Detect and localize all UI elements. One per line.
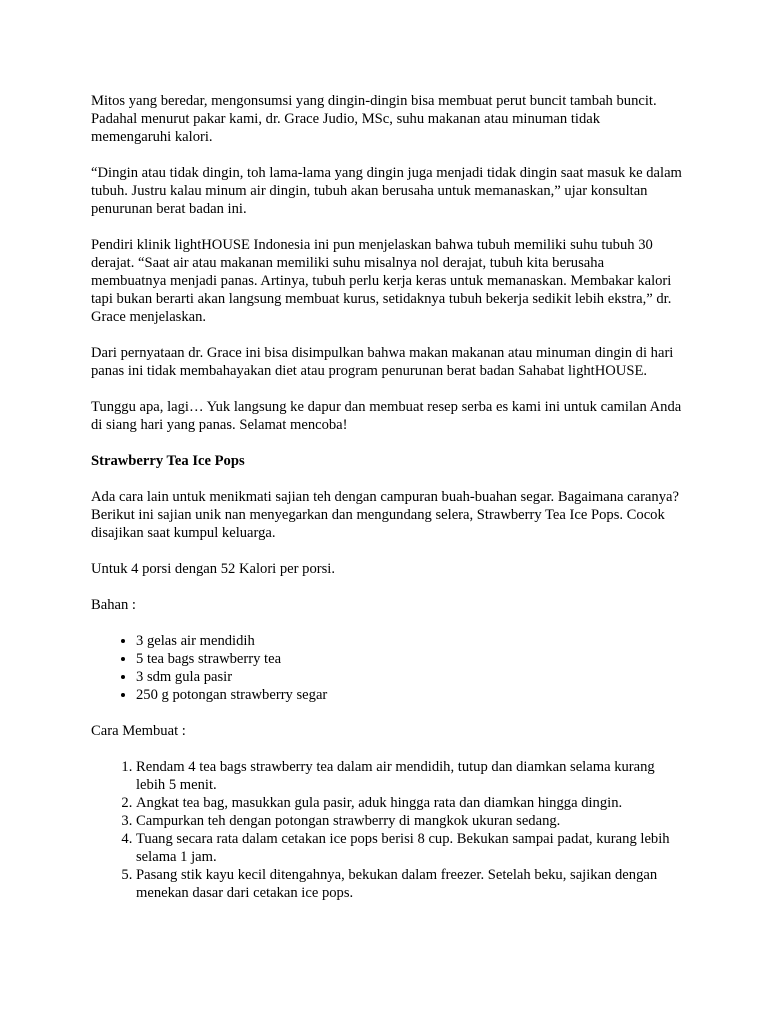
document-page — [91, 92, 683, 920]
intro-paragraph-5: Tunggu apa, lagi… Yuk langsung ke dapur dan membuat resep serba es kami ini untuk camilan Anda di siang hari yang panas. Selamat mencoba! — [91, 399, 682, 433]
step-item: 4. Tuang secara rata dalam cetakan ice pops berisi 8 cup. Bekukan sampai padat, kurang lebih selama 1 jam. — [136, 830, 683, 866]
recipe-portions: Untuk 4 porsi dengan 52 Kalori per porsi. — [91, 561, 335, 577]
ingredient-item: • 250 g potongan strawberry segar — [136, 686, 683, 704]
ingredients-list — [91, 632, 683, 704]
steps-list — [91, 758, 683, 902]
recipe-title: Strawberry Tea Ice Pops — [91, 453, 245, 469]
ingredient-item: • 3 sdm gula pasir — [136, 668, 683, 686]
step-item: 2. Angkat tea bag, masukkan gula pasir, aduk hingga rata dan diamkan hingga dingin. — [136, 794, 683, 812]
step-item: 5. Pasang stik kayu kecil ditengahnya, bekukan dalam freezer. Setelah beku, sajikan dengan menekan dasar dari cetakan ice pops. — [136, 866, 683, 902]
ingredients-label: Bahan : — [91, 597, 136, 613]
ingredient-item: • 5 tea bags strawberry tea — [136, 650, 683, 668]
intro-paragraph-3: Pendiri klinik lightHOUSE Indonesia ini pun menjelaskan bahwa tubuh memiliki suhu tubuh 30 derajat. “Saat air atau makanan memiliki suhu misalnya nol derajat, tubuh kita berusaha membuatnya menjadi panas. Artinya, tubuh perlu kerja keras untuk memanaskan. Membakar kalori tapi bukan berarti akan langsung membuat kurus, setidaknya tubuh bekerja sedikit lebih ekstra,” dr. Grace menjelaskan. — [91, 237, 672, 325]
step-item: 3. Campurkan teh dengan potongan strawberry di mangkok ukuran sedang. — [136, 812, 683, 830]
ingredient-item: • 3 gelas air mendidih — [136, 632, 683, 650]
intro-paragraph-4: Dari pernyataan dr. Grace ini bisa disimpulkan bahwa makan makanan atau minuman dingin di hari panas ini tidak membahayakan diet atau program penurunan berat badan Sahabat lightHOUSE. — [91, 345, 674, 379]
recipe-description: Ada cara lain untuk menikmati sajian teh dengan campuran buah-buahan segar. Bagaimana caranya? Berikut ini sajian unik nan menyegarkan dan mengundang selera, Strawberry Tea Ice Pops. Cocok disajikan saat kumpul keluarga. — [91, 489, 679, 541]
steps-label: Cara Membuat : — [91, 723, 186, 739]
step-item: 1. Rendam 4 tea bags strawberry tea dalam air mendidih, tutup dan diamkan selama kurang lebih 5 menit. — [136, 758, 683, 794]
intro-paragraph-2: “Dingin atau tidak dingin, toh lama-lama yang dingin juga menjadi tidak dingin saat masuk ke dalam tubuh. Justru kalau minum air dingin, tubuh akan berusaha untuk memanaskan,” ujar konsultan penurunan berat badan ini. — [91, 165, 682, 217]
intro-paragraph-1: Mitos yang beredar, mengonsumsi yang dingin-dingin bisa membuat perut buncit tambah buncit. Padahal menurut pakar kami, dr. Grace Judio, MSc, suhu makanan atau minuman tidak memengaruhi kalori. — [91, 93, 657, 145]
